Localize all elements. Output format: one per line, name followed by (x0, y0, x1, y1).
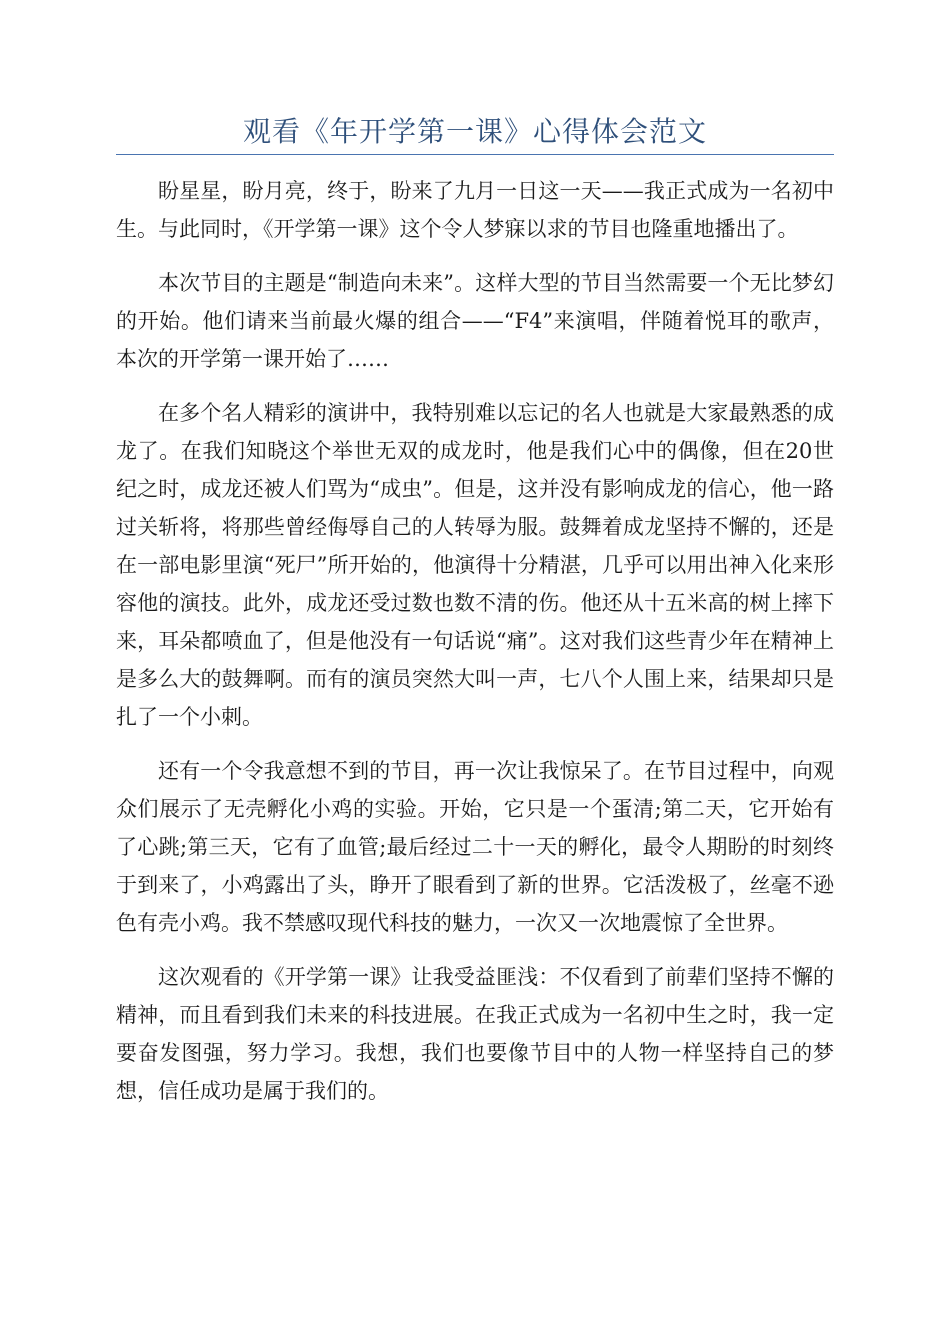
paragraph-2: 本次节目的主题是“制造向未来”。这样大型的节目当然需要一个无比梦幻的开始。他们请来当前最火爆的组合——“F4”来演唱，伴随着悦耳的歌声，本次的开学第一课开始了…… (116, 271, 834, 371)
paragraph-4: 还有一个令我意想不到的节目，再一次让我惊呆了。在节目过程中，向观众们展示了无壳孵化小鸡的实验。开始，它只是一个蛋清;第二天，它开始有了心跳;第三天，它有了血管;最后经过二十一天的孵化，最令人期盼的时刻终于到来了，小鸡露出了头，睁开了眼看到了新的世界。它活泼极了，丝毫不逊色有壳小鸡。我不禁感叹现代科技的魅力，一次又一次地震惊了全世界。 (116, 759, 834, 935)
title-underline (116, 154, 834, 155)
paragraph-5: 这次观看的《开学第一课》让我受益匪浅：不仅看到了前辈们坚持不懈的精神，而且看到我们未来的科技进展。在我正式成为一名初中生之时，我一定要奋发图强，努力学习。我想，我们也要像节目中的人物一样坚持自己的梦想，信任成功是属于我们的。 (116, 965, 834, 1103)
document-body (116, 172, 834, 1126)
paragraph-1: 盼星星，盼月亮，终于，盼来了九月一日这一天——我正式成为一名初中生。与此同时，《开学第一课》这个令人梦寐以求的节目也隆重地播出了。 (116, 179, 834, 241)
paragraph-3: 在多个名人精彩的演讲中，我特别难以忘记的名人也就是大家最熟悉的成龙了。在我们知晓这个举世无双的成龙时，他是我们心中的偶像，但在20世纪之时，成龙还被人们骂为“成虫”。但是，这并没有影响成龙的信心，他一路过关斩将，将那些曾经侮辱自己的人转辱为服。鼓舞着成龙坚持不懈的，还是在一部电影里演“死尸”所开始的，他演得十分精湛，几乎可以用出神入化来形容他的演技。此外，成龙还受过数也数不清的伤。他还从十五米高的树上摔下来，耳朵都喷血了，但是他没有一句话说“痛”。这对我们这些青少年在精神上是多么大的鼓舞啊。而有的演员突然大叫一声，七八个人围上来，结果却只是扎了一个小刺。 (116, 401, 834, 729)
document-title: 观看《年开学第一课》心得体会范文 (242, 115, 707, 148)
